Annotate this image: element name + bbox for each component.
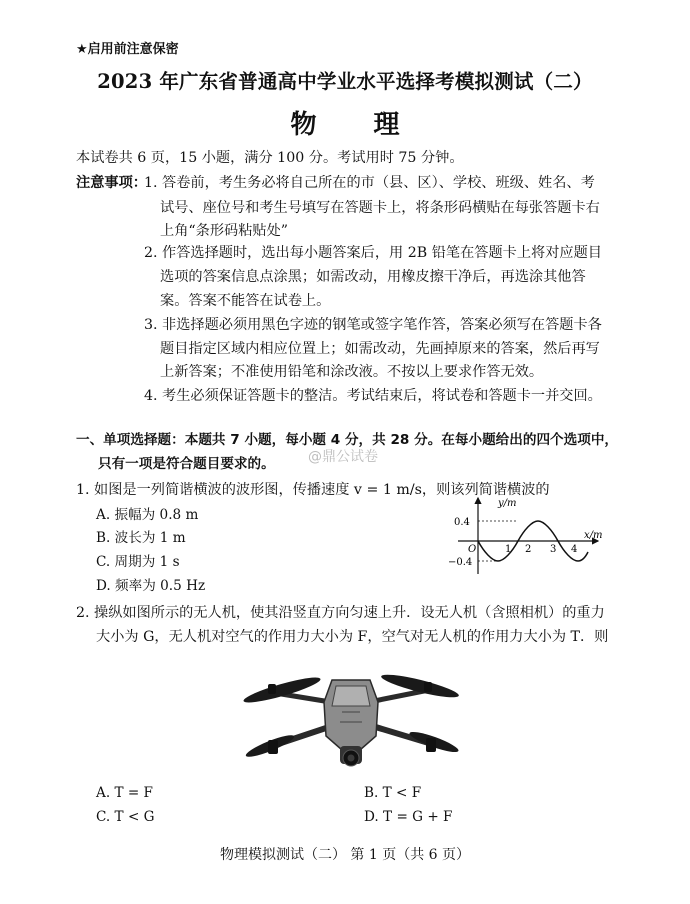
confidential-mark: ★启用前注意保密 xyxy=(76,42,179,57)
x-tick-label: 3 xyxy=(550,544,557,555)
q1-option-c: C. 周期为 1 s xyxy=(96,554,180,570)
q1-stem: 1. 如图是一列简谐横波的波形图，传播速度 v = 1 m/s，则该列简谐横波的 xyxy=(76,482,550,498)
y-axis-label: y/m xyxy=(498,498,517,509)
q1-option-d: D. 频率为 0.5 Hz xyxy=(96,578,206,594)
notes-label: 注意事项： xyxy=(76,175,147,191)
note-line: 1. 答卷前，考生务必将自己所在的市（县、区）、学校、班级、姓名、考 xyxy=(144,175,595,191)
watermark: @鼎公试卷 xyxy=(308,449,378,465)
q1-option-a: A. 振幅为 0.8 m xyxy=(96,507,199,523)
note-line: 选项的答案信息点涂黑；如需改动，用橡皮擦干净后，再选涂其他答 xyxy=(160,269,586,285)
note-line: 上新答案；不准使用铅笔和涂改液。不按以上要求作答无效。 xyxy=(160,364,544,380)
origin-label: O xyxy=(468,544,477,555)
wave-graph xyxy=(438,494,604,576)
subject-title: 物 理 xyxy=(290,110,424,140)
x-tick-label: 4 xyxy=(571,544,578,555)
q1-option-b: B. 波长为 1 m xyxy=(96,530,186,546)
drone-motor xyxy=(268,684,276,694)
y-tick-label: −0.4 xyxy=(448,557,473,568)
note-line: 上角“条形码粘贴处” xyxy=(160,223,289,239)
note-line: 2. 作答选择题时，选出每小题答案后，用 2B 铅笔在答题卡上将对应题目 xyxy=(144,245,602,261)
note-line: 4. 考生必须保证答题卡的整洁。考试结束后，将试卷和答题卡一并交回。 xyxy=(144,388,602,404)
drone-motor xyxy=(424,682,432,692)
section-heading-cont: 只有一项是符合题目要求的。 xyxy=(98,456,275,472)
note-line: 3. 非选择题必须用黑色字迹的钢笔或签字笔作答，答案必须写在答题卡各 xyxy=(144,317,602,333)
q2-option-b: B. T < F xyxy=(364,785,422,801)
q2-stem-cont: 大小为 G，无人机对空气的作用力大小为 F，空气对无人机的作用力大小为 T．则 xyxy=(96,629,609,645)
drone-propeller xyxy=(242,673,322,707)
x-tick-label: 2 xyxy=(525,544,532,555)
drone-motor xyxy=(268,740,278,754)
q2-option-d: D. T = G + F xyxy=(364,809,453,825)
drone-motor xyxy=(426,738,436,752)
q2-stem: 2. 操纵如图所示的无人机，使其沿竖直方向匀速上升．设无人机（含照相机）的重力 xyxy=(76,605,605,621)
camera-lens-inner xyxy=(348,755,355,762)
y-tick-label: 0.4 xyxy=(454,517,470,528)
q2-option-c: C. T < G xyxy=(96,809,155,825)
drone-image xyxy=(234,650,468,776)
q2-option-a: A. T = F xyxy=(96,785,153,801)
x-axis-label: x/m xyxy=(584,530,603,541)
note-line: 题目指定区域内相应位置上；如需改动，先画掉原来的答案，然后再写 xyxy=(160,341,600,357)
page-footer: 物理模拟测试（二） 第 1 页（共 6 页） xyxy=(219,847,471,863)
section-heading: 一、单项选择题：本题共 7 小题，每小题 4 分，共 28 分。在每小题给出的四个选项中， xyxy=(76,432,619,448)
note-line: 案。答案不能答在试卷上。 xyxy=(160,293,331,309)
exam-intro: 本试卷共 6 页，15 小题，满分 100 分。考试用时 75 分钟。 xyxy=(76,150,464,166)
note-line: 试号、座位号和考生号填写在答题卡上，将条形码横贴在每张答题卡右 xyxy=(160,200,600,216)
exam-title: 2023 年广东省普通高中学业水平选择考模拟测试（二） xyxy=(97,70,593,93)
x-tick-label: 1 xyxy=(505,544,512,555)
drone-top-cover xyxy=(332,686,370,706)
